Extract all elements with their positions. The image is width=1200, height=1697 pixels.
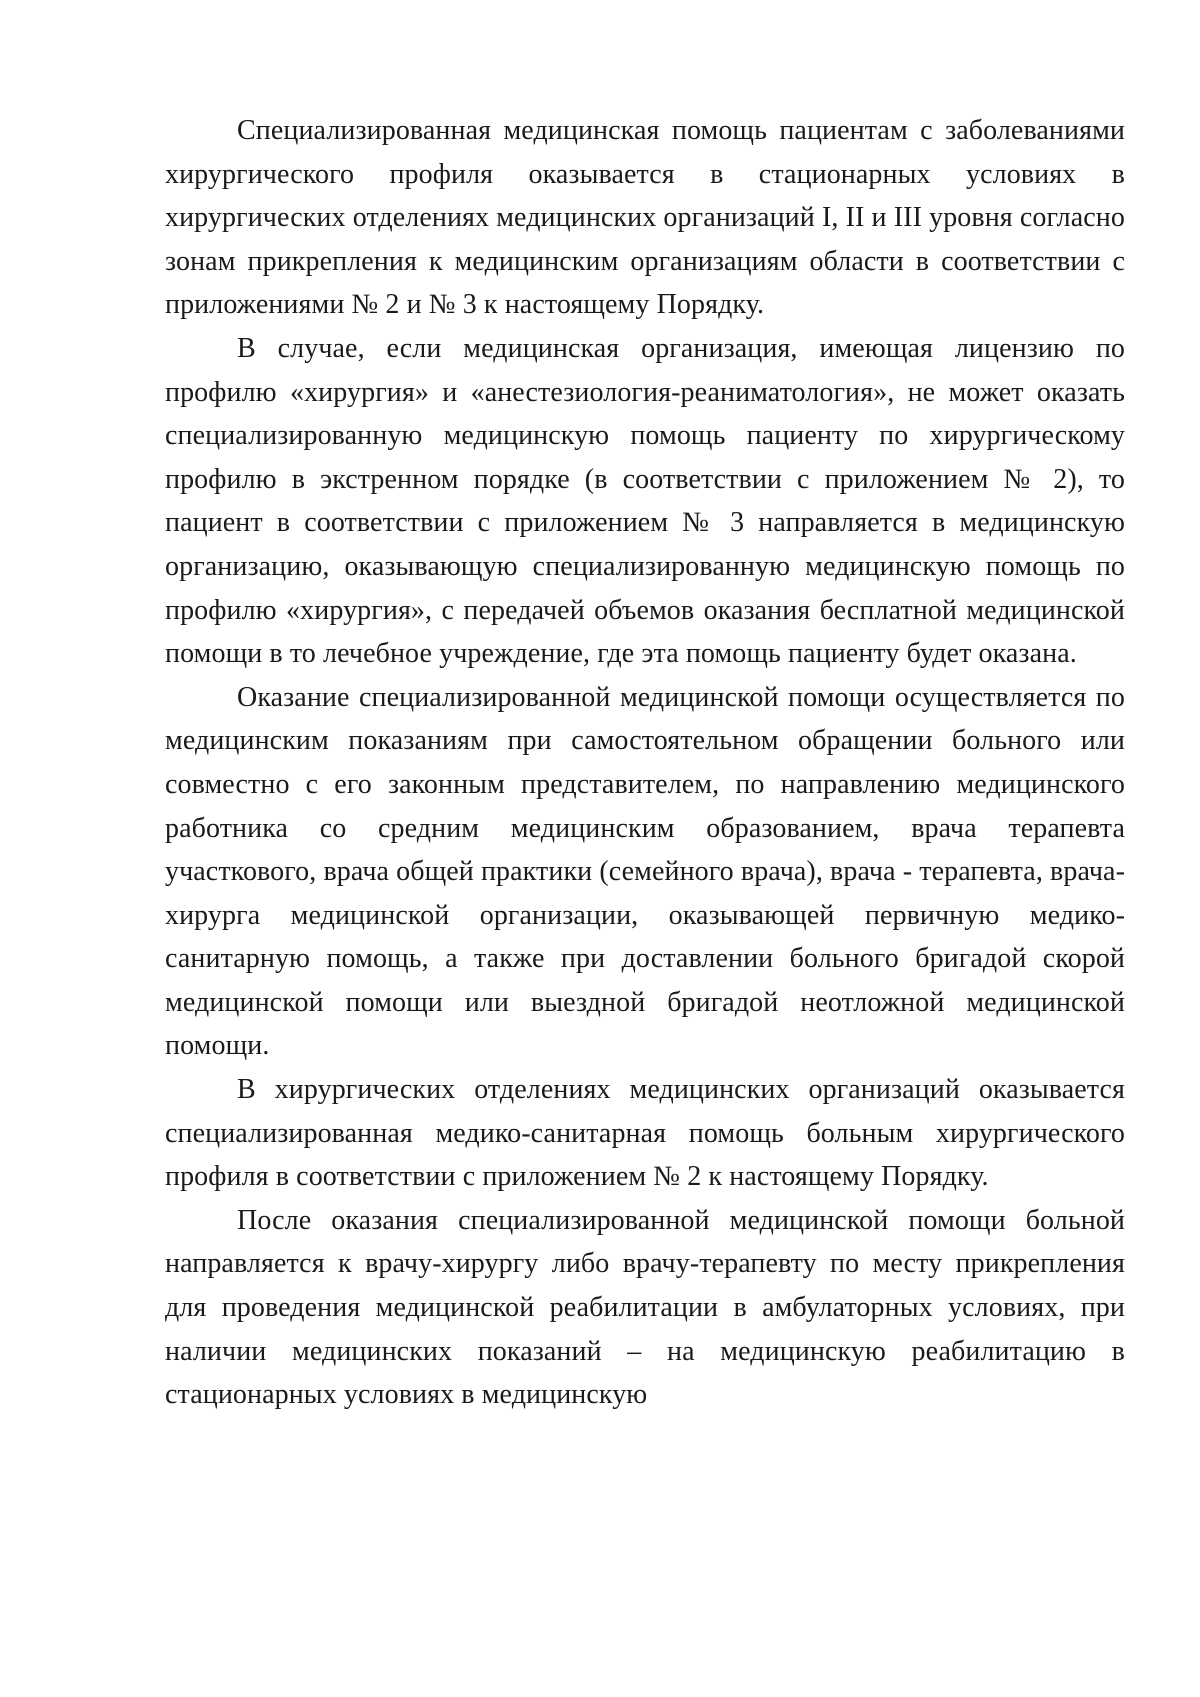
paragraph-5: После оказания специализированной медицинской помощи больной направляется к врачу-хирургу либо врачу-терапевту по месту прикрепления для проведения медицинской реабилитации в амбулаторных условиях, при наличии медицинских показаний – на медицинскую реабилитацию в стационарных условиях в медицинскую [165,1204,1125,1411]
paragraph-4: В хирургических отделениях медицинских организаций оказывается специализированная медико-санитарная помощь больным хирургического профиля в соответствии с приложением № 2 к настоящему Порядку. [165,1074,1125,1193]
paragraph-1: Специализированная медицинская помощь пациентам с заболеваниями хирургического профиля оказывается в стационарных условиях в хирургических отделениях медицинских организаций I, II и III уровня согласно зонам прикрепления к медицинским организациям области в соответствии с приложениями № 2 и № 3 к настоящему Порядку. [165,115,1125,321]
paragraph-2: В случае, если медицинская организация, имеющая лицензию по профилю «хирургия» и «анестезиология-реаниматология», не может оказать специализированную медицинскую помощь пациенту по хирургическому профилю в экстренном порядке (в соответствии с приложением № 2), то пациент в соответствии с приложением № 3 направляется в медицинскую организацию, оказывающую специализированную медицинскую помощь по профилю «хирургия», с передачей объемов оказания бесплатной медицинской помощи в то лечебное учреждение, где эта помощь пациенту будет оказана. [165,332,1125,670]
paragraph-3: Оказание специализированной медицинской помощи осуществляется по медицинским показаниям при самостоятельном обращении больного или совместно с его законным представителем, по направлению медицинского работника со средним медицинским образованием, врача терапевта участкового, врача общей практики (семейного врача), врача - терапевта, врача-хирурга медицинской организации, оказывающей первичную медико-санитарную помощь, а также при доставлении больного бригадой скорой медицинской помощи или выездной бригадой неотложной медицинской помощи. [165,681,1125,1062]
